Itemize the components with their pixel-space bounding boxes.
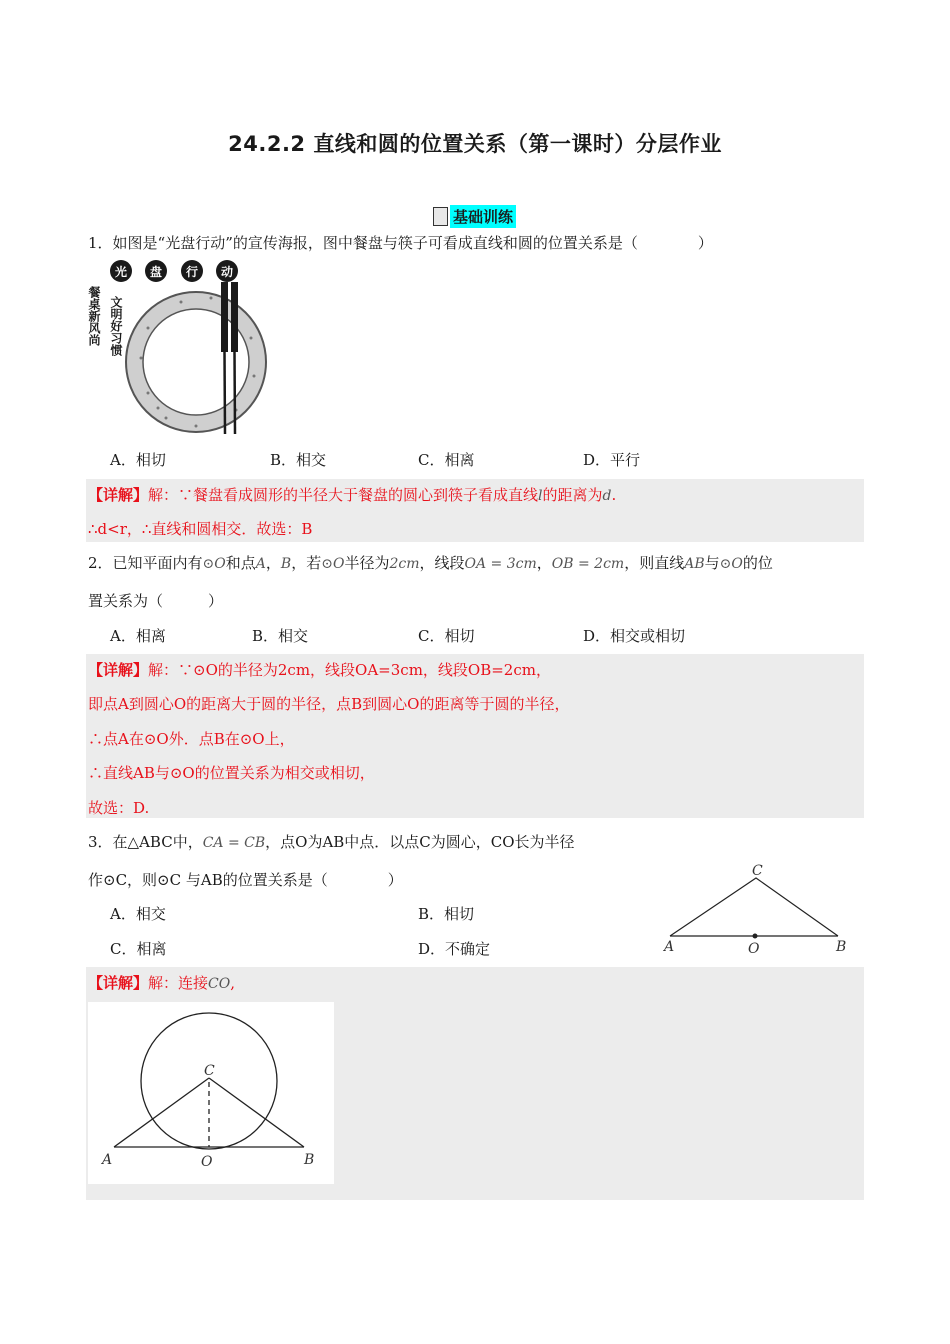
q3-triangle-figure xyxy=(650,858,865,968)
q1-answer-l: l xyxy=(538,488,543,504)
q2-option-c[interactable]: C．相切 xyxy=(418,627,475,645)
q1-answer-text-1: 解：∵餐盘看成圆形的半径大于餐盘的圆心到筷子看成直线 xyxy=(148,486,539,504)
q2-answer-line-5: 故选：D. xyxy=(88,799,150,817)
q3-option-c[interactable]: C．相离 xyxy=(110,940,167,958)
q2-text-d: ，若 xyxy=(291,554,322,572)
q1-answer-d: d xyxy=(602,488,612,504)
q2-answer-line-4: ∴直线AB与⊙O的位置关系为相交或相切， xyxy=(88,764,375,782)
q2-text-b: 和点 xyxy=(225,554,256,572)
q3-option-b[interactable]: B．相切 xyxy=(418,905,475,923)
q3-answer-figure xyxy=(88,1002,334,1184)
chopstick-right-icon xyxy=(231,282,238,352)
q3-ans-label-c: C xyxy=(204,1063,215,1079)
q3-stem-line-1 xyxy=(88,831,575,852)
q3-ans-label-o: O xyxy=(201,1154,213,1170)
q3-ans-label-b: B xyxy=(304,1152,315,1168)
section-checkbox-icon xyxy=(433,207,448,226)
q3-option-d[interactable]: D．不确定 xyxy=(418,940,491,958)
q3-text-b: ，点O为AB中点．以点C为圆心，CO长为半径 xyxy=(265,833,575,851)
q3-label-c: C xyxy=(752,863,763,879)
q2-circle-o-3: ⊙O xyxy=(719,556,743,572)
q2-text-e: 半径为 xyxy=(344,554,390,572)
q1-answer-line-2: ∴d<r，∴直线和圆相交．故选：B xyxy=(88,520,313,538)
q2-answer-tag: 【详解】 xyxy=(88,661,149,679)
q1-answer-tag: 【详解】 xyxy=(88,486,149,504)
q2-point-a: A xyxy=(255,556,266,572)
q3-option-a[interactable]: A．相交 xyxy=(110,905,166,923)
q3-answer-line-1 xyxy=(88,972,235,993)
q2-text-a: 2．已知平面内有 xyxy=(88,554,203,572)
page-title: 24.2.2 直线和圆的位置关系（第一课时）分层作业 xyxy=(228,132,722,156)
q2-option-a[interactable]: A．相离 xyxy=(110,627,166,645)
q3-answer-tag: 【详解】 xyxy=(88,974,149,992)
q1-answer-line-1 xyxy=(88,484,616,505)
q2-option-d[interactable]: D．相交或相切 xyxy=(583,627,686,645)
q2-answer-text-1: 解：∵⊙O的半径为2cm，线段OA=3cm，线段OB=2cm， xyxy=(148,661,551,679)
q3-answer-co: CO xyxy=(208,976,231,992)
poster-char-2: 盘 xyxy=(149,265,163,279)
poster-char-3: 行 xyxy=(185,265,199,279)
q2-text-f: ，线段 xyxy=(419,554,465,572)
q3-stem-line-2: 作⊙C，则⊙C 与AB的位置关系是（ ） xyxy=(88,871,403,889)
poster-top-circles xyxy=(110,260,238,282)
q2-answer-line-2: 即点A到圆心O的距离大于圆的半径，点B到圆心O的距离等于圆的半径， xyxy=(88,695,570,713)
q1-option-a[interactable]: A．相切 xyxy=(110,451,166,469)
q2-ob: OB = 2cm xyxy=(551,556,625,572)
q2-point-b: B xyxy=(280,556,292,572)
poster-right-slogan: 文明好习惯 xyxy=(109,296,123,356)
q2-text-h: ，则直线 xyxy=(624,554,685,572)
section-label: 基础训练 xyxy=(450,205,516,228)
q2-text-c: ， xyxy=(265,554,281,572)
q2-radius: 2cm xyxy=(389,556,420,572)
q1-option-d[interactable]: D．平行 xyxy=(583,451,641,469)
q2-text-j: 的位 xyxy=(742,554,773,572)
q2-line-ab: AB xyxy=(684,556,705,572)
section-header xyxy=(433,205,516,227)
poster-char-4: 动 xyxy=(220,265,234,279)
q1-answer-text-2: 的距离为 xyxy=(542,486,603,504)
q3-ans-label-a: A xyxy=(102,1152,113,1168)
poster-left-slogan: 餐桌新风尚 xyxy=(87,286,101,346)
q2-text-g: ， xyxy=(536,554,552,572)
chopstick-left-icon xyxy=(221,282,228,352)
q2-stem-line-1 xyxy=(88,552,773,573)
q3-answer-text: 解：连接 xyxy=(148,974,209,992)
q1-option-b[interactable]: B．相交 xyxy=(270,451,327,469)
q2-stem-line-2: 置关系为（ ） xyxy=(88,592,224,610)
poster-char-1: 光 xyxy=(114,265,128,279)
q2-oa: OA = 3cm xyxy=(464,556,537,572)
q3-answer-end: , xyxy=(230,974,236,992)
q2-answer-line-3: ∴点A在⊙O外．点B在⊙O上， xyxy=(88,730,295,748)
q1-answer-text-3: . xyxy=(611,486,617,504)
q2-text-i: 与 xyxy=(704,554,720,572)
q3-equation: CA = CB xyxy=(202,835,266,851)
q2-circle-o-1: ⊙O xyxy=(202,556,226,572)
q2-circle-o-2: ⊙O xyxy=(321,556,345,572)
q3-label-a: A xyxy=(664,939,675,955)
q3-text-a: 3．在△ABC中， xyxy=(88,833,203,851)
q3-label-o: O xyxy=(748,941,760,957)
q2-option-b[interactable]: B．相交 xyxy=(252,627,309,645)
q1-stem: 1．如图是“光盘行动”的宣传海报，图中餐盘与筷子可看成直线和圆的位置关系是（ ） xyxy=(88,234,713,252)
q3-label-b: B xyxy=(836,939,847,955)
q2-answer-line-1 xyxy=(88,659,551,680)
q1-option-c[interactable]: C．相离 xyxy=(418,451,475,469)
